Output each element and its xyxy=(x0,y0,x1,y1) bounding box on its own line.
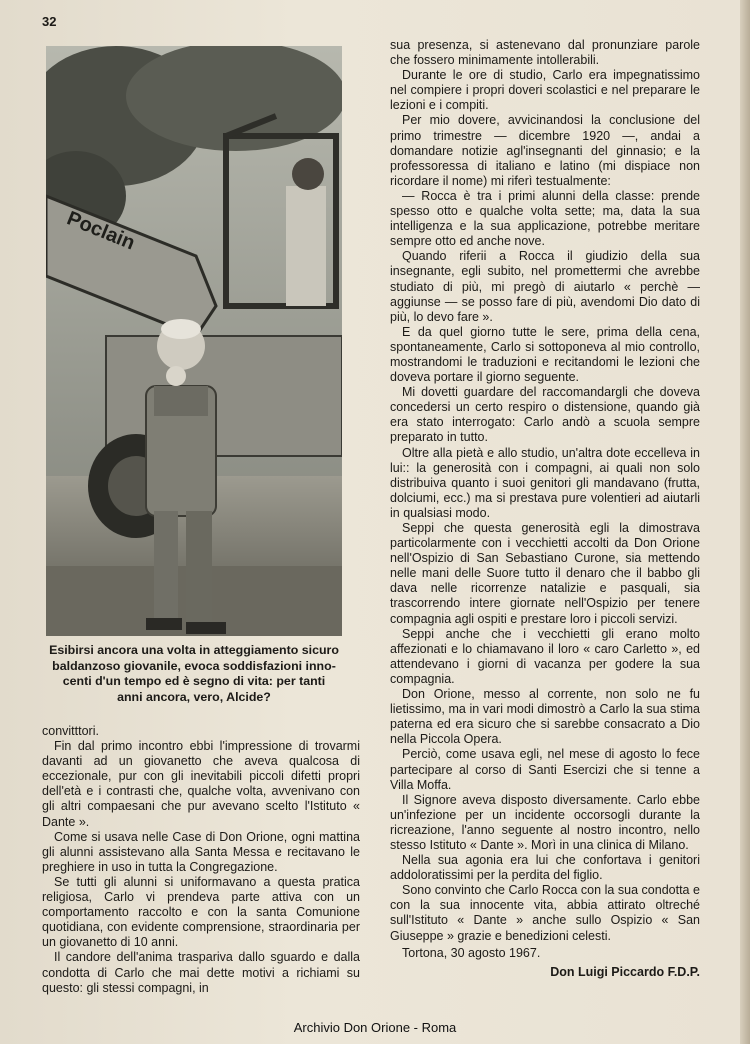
caption-line: anni ancora, vero, Alcide? xyxy=(117,689,271,704)
paragraph: Perciò, come usava egli, nel mese di agosto lo fece partecipare al corso di Santi Esercizi che si tenne a Villa Moffa. xyxy=(390,747,700,792)
paragraph: Come si usava nelle Case di Don Orione, ogni mattina gli alunni assistevano alla Santa Messa e recitavano le preghiere in uso in tutta la Congregazione. xyxy=(42,829,360,874)
caption-line: baldanzoso giovanile, evoca soddisfazioni inno- xyxy=(52,658,336,673)
paragraph: Seppi che questa generosità egli la dimostrava particolarmente con i vecchietti accolti da Don Orione nell'Ospizio di San Sebastiano Curone, sia mettendo nelle mani delle Suore tutto il denaro che il babbo gli dava nelle ricorrenze natalizie e pasquali, sia trascorrendo intere giornate nell'Ospizio per tenere compagnia agli ospiti e prestare loro i piccoli servizi. xyxy=(390,521,700,626)
left-text-column xyxy=(42,724,360,996)
paragraph: Fin dal primo incontro ebbi l'impressione di trovarmi davanti ad un giovanetto che aveva qualcosa di eccezionale, pur con gli inevitabili piccoli difetti propri dell'età e i contrasti che, qualche volta, avvenivano con gli altri compaesani che pur avevano scelto l'Istituto « Dante ». xyxy=(42,739,360,829)
excavator-brand-text: Poclain xyxy=(63,207,138,255)
author-signature: Don Luigi Piccardo F.D.P. xyxy=(550,964,700,979)
paragraph: convitttori. xyxy=(42,724,99,738)
paragraph: Oltre alla pietà e allo studio, un'altra dote eccelleva in lui:: la generosità con i compagni, ai quali non solo distribuiva quanto i suoi genitori gli mandavano (frutta, dolciumi, ecc.) ma si prestava pure volentieri ad aiutarli in qualsiasi modo. xyxy=(390,445,700,520)
caption-line: Esibirsi ancora una volta in atteggiamento sicuro xyxy=(49,643,339,657)
photo-caption xyxy=(42,643,346,705)
page-edge-shadow xyxy=(740,0,750,1044)
paragraph: Il candore dell'anima traspariva dallo sguardo e dalla condotta di Carlo che mai dette motivi a richiami su questo: gli stessi compagni, in xyxy=(42,950,360,995)
caption-line: centi d'un tempo ed è segno di vita: per tanti xyxy=(62,674,326,689)
paragraph: Don Orione, messo al corrente, non solo ne fu lietissimo, ma in vari modi dimostrò a Carlo la sua stima paterna ed era sicuro che si sarebbe consacrato a Dio nella Piccola Opera. xyxy=(390,687,700,747)
paragraph: Mi dovetti guardare del raccomandargli che doveva concedersi un certo respiro o distensione, quando già era stato interrogato: Carlo andò a scuola sempre preparato in tutto. xyxy=(390,385,700,445)
paragraph: — Rocca è tra i primi alunni della classe: prende spesso otto e qualche volta sette; ma, data la sua intelligenza e la sua applicazione, potrebbe meritare sempre otto ed anche nove. xyxy=(390,188,700,249)
paragraph: Se tutti gli alunni si uniformavano a questa pratica religiosa, Carlo vi prendeva parte attiva con un comportamento raccolto e con la santa Comunione quotidiana, con evidente comprensione, straordinaria per un giovanetto di 10 anni. xyxy=(42,874,360,950)
paragraph: Seppi anche che i vecchietti gli erano molto affezionati e lo chiamavano il loro « caro Carletto », ed attendevano i giorni di vacanza per godere la sua compagnia. xyxy=(390,626,700,686)
paragraph: Quando riferii a Rocca il giudizio della sua insegnante, egli subito, nel promettermi che avrebbe studiato di più, mi pregò di aiutarlo « perchè — aggiunse — se posso fare di più, avendomi Dio dato di più, lo devo fare ». xyxy=(390,249,700,324)
right-text-column xyxy=(390,38,700,980)
paragraph: Nella sua agonia era lui che confortava i genitori addoloratissimi per la perdita del figlio. xyxy=(390,853,700,883)
paragraph: Sono convinto che Carlo Rocca con la sua condotta e con la sua innocente vita, abbia attirato oltreché sull'Istituto « Dante » anche sullo Ospizio « San Giuseppe » grazie e benedizioni celesti. xyxy=(390,883,700,943)
place-date: Tortona, 30 agosto 1967. xyxy=(402,945,541,960)
paragraph: Il Signore aveva disposto diversamente. Carlo ebbe un'infezione per un incidente occorsogli durante la ricreazione, l'anno seguente al nostro incontro, nello stesso Istituto « Dante ». Morì in una clinica di Milano. xyxy=(390,792,700,852)
page-number: 32 xyxy=(42,14,57,29)
photo-man-with-excavator xyxy=(46,46,342,636)
paragraph: E da quel giorno tutte le sere, prima della cena, spontaneamente, Carlo si sottoponeva al mio controllo, mostrandomi le traduzioni e recitandomi le lezioni che doveva portare il giorno seguente. xyxy=(390,324,700,385)
paragraph: sua presenza, si astenevano dal pronunziare parole che fossero minimamente intollerabili. xyxy=(390,38,700,68)
paragraph: Durante le ore di studio, Carlo era impegnatissimo nel compiere i propri doveri scolastici e nel preparare le lezioni e i compiti. xyxy=(390,68,700,113)
paragraph: Per mio dovere, avvicinandosi la conclusione del primo trimestre — dicembre 1920 —, andai a domandare notizie agl'insegnanti del ginnasio; e la professoressa di italiano e latino (mi dispiace non ricordare il nome) mi riferì testualmente: xyxy=(390,113,700,188)
archive-footer: Archivio Don Orione - Roma xyxy=(293,1020,457,1035)
